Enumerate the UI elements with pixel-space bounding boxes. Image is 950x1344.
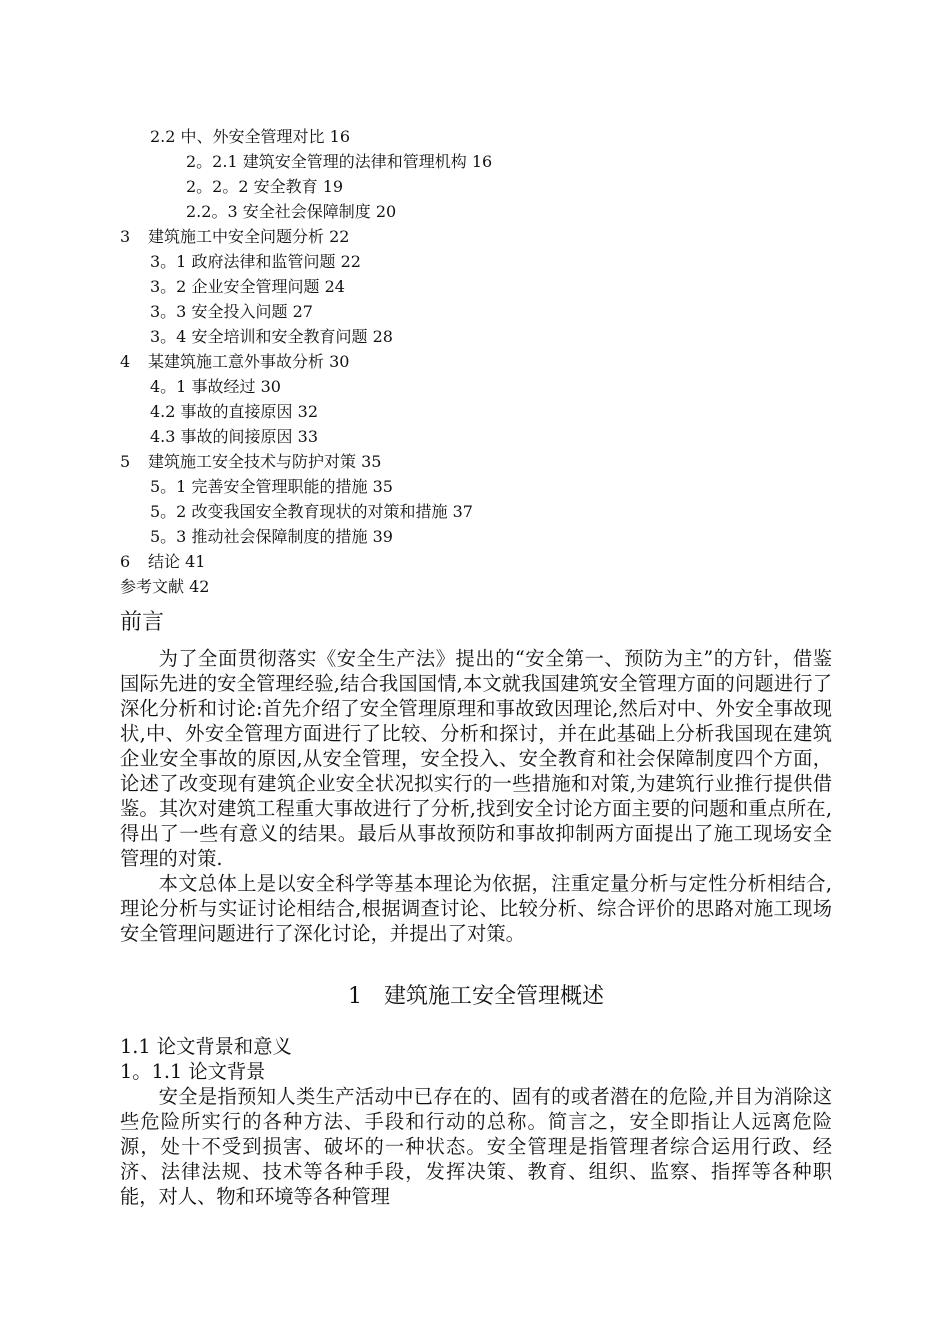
preface-body (120, 646, 832, 946)
toc-entry (120, 574, 840, 599)
toc-entry (120, 199, 840, 224)
toc-entry-title: 中、外安全管理对比 (180, 127, 325, 146)
toc-entry (120, 499, 840, 524)
toc-entry-page: 16 (329, 127, 351, 146)
toc-entry-title: 事故的间接原因 (180, 427, 293, 446)
toc-entry-page: 24 (324, 277, 345, 296)
toc-entry-title: 结论 (148, 552, 181, 571)
toc-entry-title: 企业安全管理问题 (191, 277, 320, 296)
toc-entry-page: 41 (185, 552, 206, 571)
toc-entry-page: 42 (189, 577, 210, 596)
toc-entry-page: 30 (260, 377, 281, 396)
toc-entry-number: 4 (120, 352, 131, 371)
toc-entry-number: 3。1 (150, 252, 187, 271)
toc-entry-number: 5 (120, 452, 131, 471)
toc-entry-number: 5。2 (150, 502, 187, 521)
toc-entry (120, 449, 840, 474)
toc-entry (120, 524, 840, 549)
toc-entry-number: 4。1 (150, 377, 187, 396)
toc-entry-number: 5。3 (150, 527, 187, 546)
toc-entry-title: 完善安全管理职能的措施 (191, 477, 368, 496)
toc-entry (120, 324, 840, 349)
toc-entry (120, 474, 840, 499)
toc-entry-title: 建筑施工中安全问题分析 (148, 227, 325, 246)
toc-entry-page: 16 (471, 152, 493, 171)
toc-entry-title: 安全教育 (253, 177, 318, 196)
toc-entry-page: 35 (361, 452, 382, 471)
toc-entry (120, 374, 840, 399)
toc-entry-page: 32 (297, 402, 319, 421)
toc-entry-number: 5。1 (150, 477, 187, 496)
toc-entry-number: 3。4 (150, 327, 187, 346)
toc-entry-title: 安全社会保障制度 (242, 202, 371, 221)
toc-entry-title: 建筑安全管理的法律和管理机构 (242, 152, 467, 171)
toc-entry-page: 37 (452, 502, 473, 521)
toc-entry-title: 改变我国安全教育现状的对策和措施 (191, 502, 448, 521)
toc-entry-number: 4.3 (150, 427, 176, 446)
toc-entry-title: 建筑施工安全技术与防护对策 (148, 452, 357, 471)
toc-entry-title: 某建筑施工意外事故分析 (148, 352, 325, 371)
toc-entry (120, 124, 840, 149)
toc-entry-page: 22 (340, 252, 361, 271)
toc-entry-title: 推动社会保障制度的措施 (191, 527, 368, 546)
toc-entry-title: 安全投入问题 (191, 302, 288, 321)
toc-entry-title: 政府法律和监管问题 (191, 252, 336, 271)
toc-entry (120, 249, 840, 274)
chapter-paragraph: 安全是指预知人类生产活动中已存在的、固有的或者潜在的危险,并目为消除这些危险所实行的各种方法、手段和行动的总称。简言之，安全即指让人远离危险源，处十不受到损害、破坏的一种状态。安全管理是指管理者综合运用行政、经济、法律法规、技术等各种手段，发挥决策、教育、组织、监察、指挥等各种职能，对人、物和环境等各种管理 (120, 1085, 832, 1208)
toc-entry (120, 224, 840, 249)
toc-entry-page: 39 (372, 527, 393, 546)
toc-entry (120, 399, 840, 424)
preface-paragraph-2: 本文总体上是以安全科学等基本理论为依据，注重定量分析与定性分析相结合,理论分析与实证讨论相结合,根据调查讨论、比较分析、综合评价的思路对施工现场安全管理问题进行了深化讨论，并提出了对策。 (120, 872, 832, 945)
chapter-body (120, 1084, 832, 1209)
toc-entry-title: 参考文献 (120, 577, 185, 596)
toc-entry-number: 2。2.1 (186, 152, 238, 171)
table-of-contents (120, 124, 840, 599)
toc-entry-page: 27 (292, 302, 313, 321)
subsection-heading: 1。1.1 论文背景 (120, 1060, 266, 1083)
toc-entry-page: 33 (297, 427, 319, 446)
toc-entry-number: 3。2 (150, 277, 187, 296)
toc-entry (120, 424, 840, 449)
toc-entry-page: 22 (329, 227, 350, 246)
toc-entry-page: 19 (322, 177, 344, 196)
toc-entry (120, 349, 840, 374)
toc-entry (120, 274, 840, 299)
toc-entry-number: 6 (120, 552, 131, 571)
toc-entry (120, 549, 840, 574)
toc-entry (120, 149, 840, 174)
chapter-heading: 1 建筑施工安全管理概述 (348, 984, 604, 1009)
toc-entry-page: 20 (375, 202, 397, 221)
preface-paragraph-1: 为了全面贯彻落实《安全生产法》提出的“安全第一、预防为主”的方针，借鉴国际先进的安全管理经验,结合我国国情,本文就我国建筑安全管理方面的问题进行了深化分析和讨论:首先介绍了安全管理原理和事故致因理论,然后对中、外安全事故现状,中、外安全管理方面进行了比较、分析和探讨，并在此基础上分析我国现在建筑企业安全事故的原因,从安全管理，安全投入、安全教育和社会保障制度四个方面，论述了改变现有建筑企业安全状况拟实行的一些措施和对策,为建筑行业推行提供借鉴。其次对建筑工程重大事故进行了分析,找到安全讨论方面主要的问题和重点所在,得出了一些有意义的结果。最后从事故预防和事故抑制两方面提出了施工现场安全管理的对策. (120, 647, 832, 870)
toc-entry-number: 2。2。2 (186, 177, 249, 196)
section-heading: 1.1 论文背景和意义 (120, 1035, 292, 1058)
toc-entry-number: 3 (120, 227, 131, 246)
toc-entry-title: 事故的直接原因 (180, 402, 293, 421)
toc-entry-number: 2.2。3 (186, 202, 238, 221)
toc-entry (120, 174, 840, 199)
toc-entry-title: 安全培训和安全教育问题 (191, 327, 368, 346)
toc-entry (120, 299, 840, 324)
toc-entry-page: 28 (372, 327, 393, 346)
toc-entry-number: 4.2 (150, 402, 176, 421)
toc-entry-number: 3。3 (150, 302, 187, 321)
toc-entry-page: 30 (329, 352, 350, 371)
toc-entry-title: 事故经过 (191, 377, 256, 396)
preface-heading: 前言 (120, 610, 165, 635)
toc-entry-page: 35 (372, 477, 393, 496)
toc-entry-number: 2.2 (150, 127, 176, 146)
